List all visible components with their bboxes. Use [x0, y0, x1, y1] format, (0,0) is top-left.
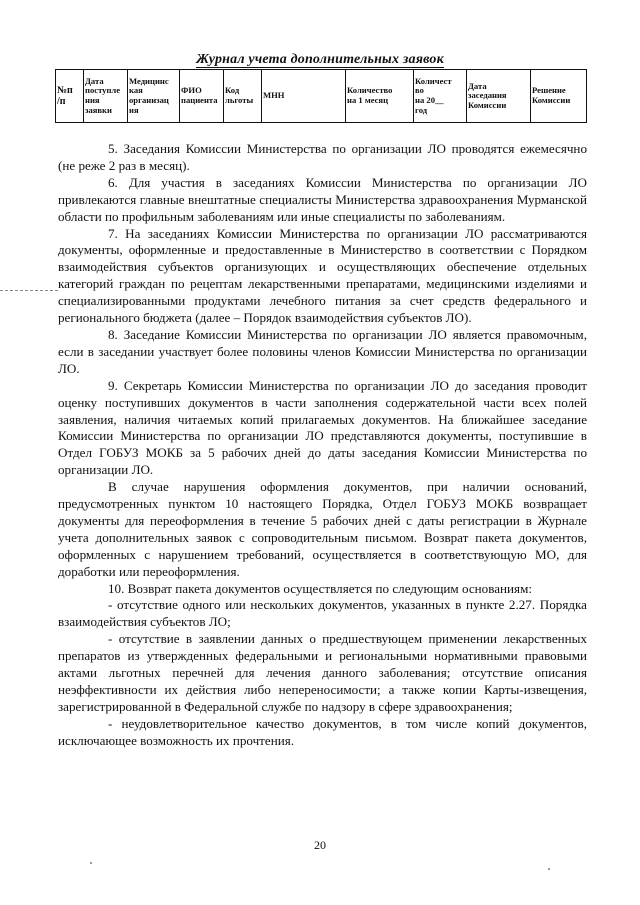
list-item: - отсутствие одного или нескольких документов, указанных в пункте 2.27. Порядка взаимодействия субъектов ЛО;	[58, 597, 587, 630]
table-header-cell: Количест во на 20__ год	[414, 70, 467, 123]
journal-table	[55, 69, 587, 123]
journal-title	[0, 52, 640, 68]
table-header-cell: Решение Комиссии	[531, 70, 587, 123]
scan-dot	[548, 868, 550, 870]
paragraph: 9. Секретарь Комиссии Министерства по организации ЛО до заседания проводит оценку поступивших документов в части заполнения содержательной части всех полей заявления, наличия читаемых копий прилагаемых документов. На ближайшее заседание Комиссии Министерства по организации ЛО представляются документы, поступившие в Отдел ГОБУЗ МОКБ за 5 рабочих дней до даты заседания Комиссии Министерства по организации ЛО.	[58, 377, 587, 478]
journal-title-text: Журнал учета дополнительных заявок	[196, 52, 444, 67]
paragraph: 8. Заседание Комиссии Министерства по организации ЛО является правомочным, если в заседании участвует более половины членов Комиссии Министерства по организации ЛО.	[58, 326, 587, 376]
paragraph: 6. Для участия в заседаниях Комиссии Министерства по организации ЛО привлекаются главные внештатные специалисты Министерства здравоохранения Мурманской области по профильным заболеваниям или иные специалисты по заболеваниям.	[58, 174, 587, 224]
document-body	[58, 141, 587, 750]
scan-dash-line	[0, 290, 58, 291]
table-header-cell: Медицинс кая организац ия	[128, 70, 180, 123]
table-header-cell: Код льготы	[224, 70, 262, 123]
list-item: - отсутствие в заявлении данных о предшествующем применении лекарственных препаратов из утвержденных федеральными и региональными нормативными правовыми актами льготных перечней для лечения данного заболевания; отсутствие описания неэффективности их действия либо непереносимости; а также копии Карты-извещения, зарегистрированной в Федеральной службе по надзору в сфере здравоохранения;	[58, 631, 587, 714]
list-item: - неудовлетворительное качество документов, в том числе копий документов, исключающее возможность их прочтения.	[58, 715, 587, 748]
paragraph: 10. Возврат пакета документов осуществляется по следующим основаниям:	[108, 580, 532, 596]
table-header-row	[56, 70, 587, 123]
paragraph: 7. На заседаниях Комиссии Министерства по организации ЛО рассматриваются документы, оформленные и предоставленные в Министерство в соответствии с Порядком взаимодействия субъектов организующих и осуществляющих обеспечение отдельных категорий граждан по рецептам лекарственными препаратами, медицинскими изделиями и специализированными продуктами лечебного питания за счет средств федерального и регионального бюджета (далее – Порядок взаимодействия субъектов ЛО).	[58, 225, 587, 326]
table-header-cell: Количество на 1 месяц	[346, 70, 414, 123]
paragraph: В случае нарушения оформления документов, при наличии оснований, предусмотренных пунктом 10 настоящего Порядка, Отдел ГОБУЗ МОКБ возвращает документы для переоформления в течение 5 рабочих дней с даты регистрации в Журнале учета дополнительных заявок с сопроводительным письмом. Возврат пакета документов, оформленных с нарушением требований, осуществляется в соответствующую МО, для доработки или переоформления.	[58, 479, 587, 579]
table-header-cell: МНН	[262, 70, 346, 123]
page-number: 20	[314, 838, 326, 852]
table-header-cell: №п /п	[56, 70, 84, 123]
table-header-cell: ФИО пациента	[180, 70, 224, 123]
paragraph: 5. Заседания Комиссии Министерства по организации ЛО проводятся ежемесячно (не реже 2 раз в месяц).	[58, 141, 587, 173]
table-header-cell: Дата поступле ния заявки	[84, 70, 128, 123]
scan-dot	[90, 862, 92, 864]
table-header-cell: Дата заседания Комиссии	[467, 70, 531, 123]
